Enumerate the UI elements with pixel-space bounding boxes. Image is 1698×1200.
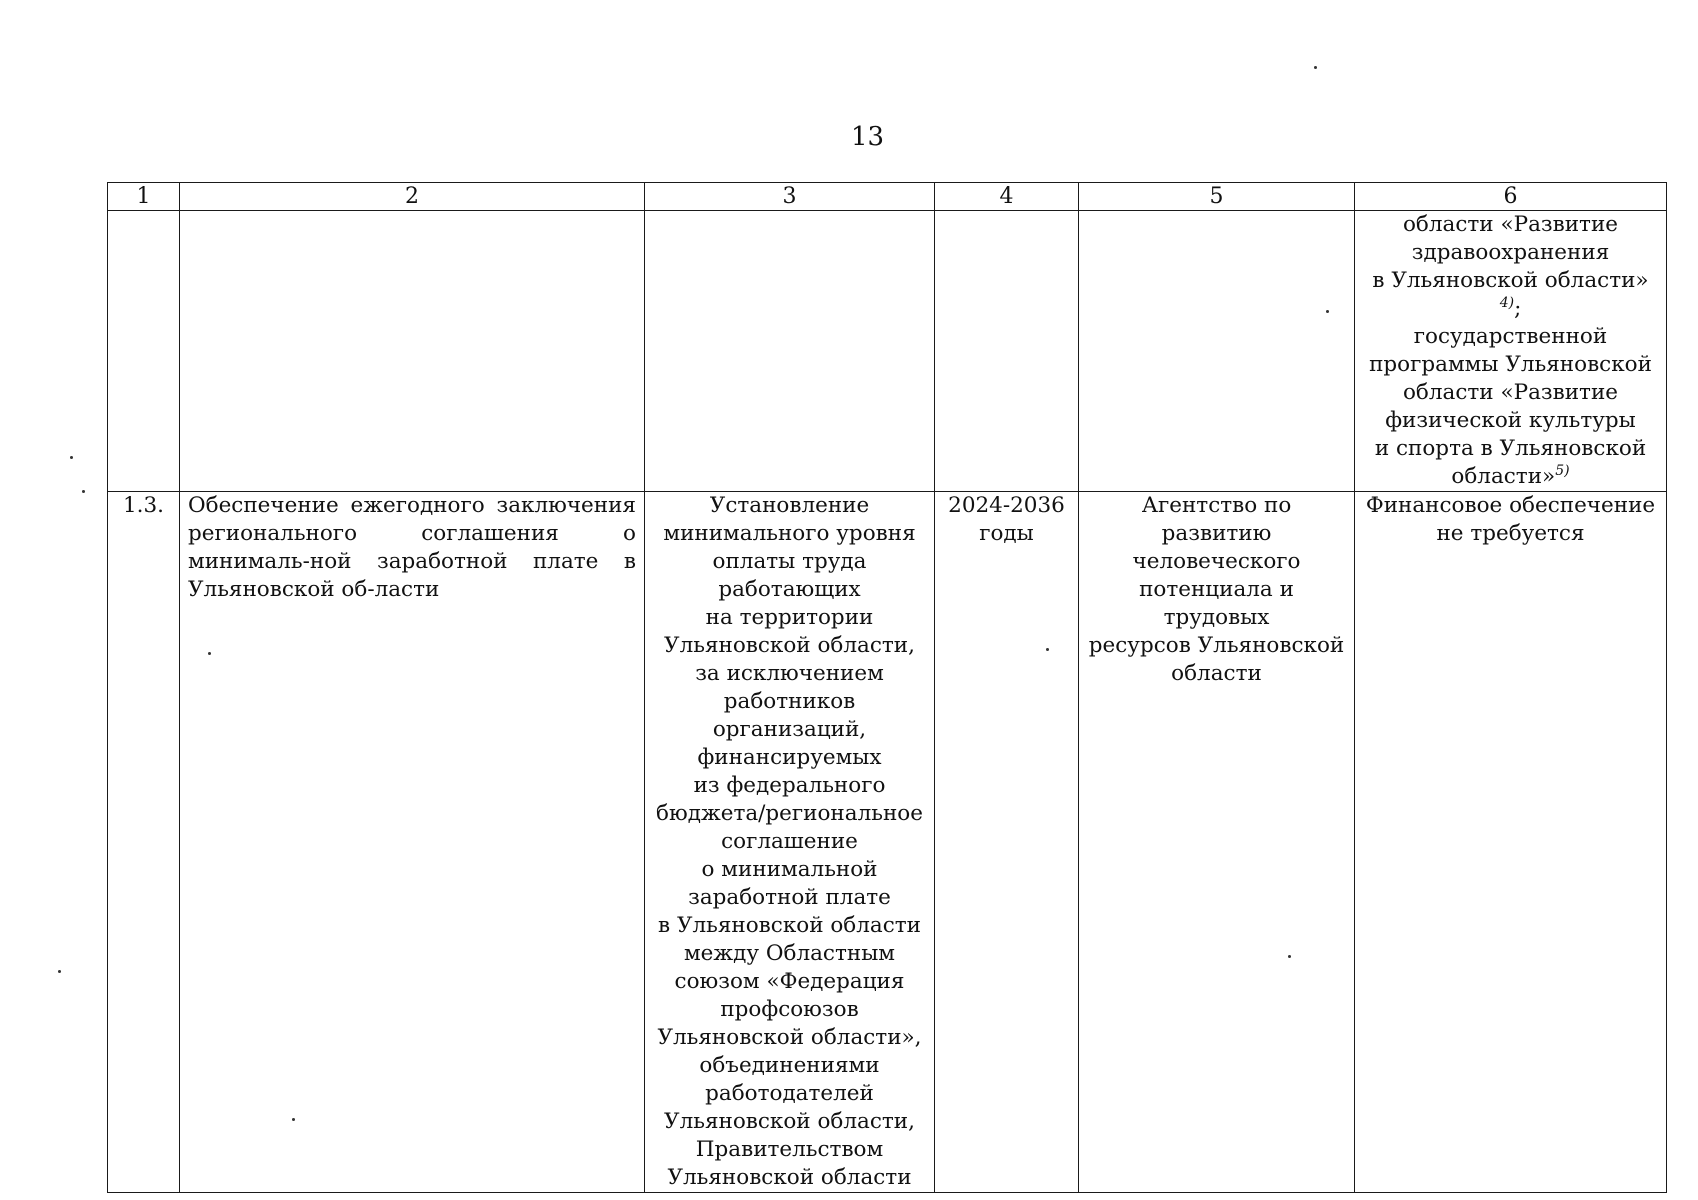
page-number: 13: [850, 122, 885, 152]
cont-line: государственной: [1413, 324, 1608, 349]
row-number: 1.3.: [108, 492, 180, 1193]
table-row: [108, 492, 1667, 1193]
footnote-4: 4): [1499, 294, 1515, 311]
cont-line: области «Развитие: [1402, 380, 1618, 405]
scan-speck: [1046, 648, 1049, 651]
header-col-4: 4: [935, 183, 1079, 211]
cont-line: области «Развитие: [1402, 212, 1618, 237]
scan-speck: [1326, 310, 1329, 313]
scan-speck: [1314, 66, 1317, 69]
header-row: [108, 183, 1667, 211]
header-col-3: 3: [645, 183, 935, 211]
financing-cell: Финансовое обеспечение не требуется: [1355, 492, 1667, 1193]
result-cell: Установление минимального уровня оплаты труда работающих на территории Ульяновской области, за исключением работников организаций, финансируемых из федерального бюджета/региональное соглашение о минимальной заработной плате в Ульяновской области между Областным союзом «Федерация профсоюзов Ульяновской области», объединениями работодателей Ульяновской области, Правительством Ульяновской области: [645, 492, 935, 1193]
continuation-col-5: [1079, 211, 1355, 492]
cont-line: и спорта в Ульяновской: [1374, 436, 1647, 461]
header-col-1: 1: [108, 183, 180, 211]
cont-line-with-footnote: в Ульяновской области» $^{4)}$;: [1372, 268, 1649, 321]
scan-speck: [58, 970, 61, 973]
continuation-col-3: [645, 211, 935, 492]
header-col-5: 5: [1079, 183, 1355, 211]
continuation-financing-cell: [1355, 211, 1667, 492]
header-col-2: 2: [180, 183, 645, 211]
scan-speck: [82, 490, 85, 493]
header-col-6: 6: [1355, 183, 1667, 211]
cont-line: физической культуры: [1385, 408, 1636, 433]
scan-speck: [208, 652, 211, 655]
cont-line-with-footnote: области»$^{5)}$: [1451, 462, 1570, 489]
continuation-row: [108, 211, 1667, 492]
scan-speck: [292, 1118, 295, 1121]
cont-line: программы Ульяновской: [1369, 352, 1652, 377]
continuation-col-1: [108, 211, 180, 492]
continuation-col-2: [180, 211, 645, 492]
cont-line: здравоохранения: [1411, 240, 1610, 265]
executor-cell: Агентство по развитию человеческого потенциала и трудовых ресурсов Ульяновской области: [1079, 492, 1355, 1193]
scan-speck: [1288, 955, 1291, 958]
measures-table: [107, 182, 1667, 1193]
measure-cell: Обеспечение ежегодного заключения регионального соглашения о минималь-ной заработной плате в Ульяновской об-ласти: [180, 492, 645, 1193]
footnote-5: 5): [1555, 462, 1570, 479]
period-cell: 2024-2036 годы: [935, 492, 1079, 1193]
continuation-col-4: [935, 211, 1079, 492]
scan-speck: [70, 456, 73, 459]
